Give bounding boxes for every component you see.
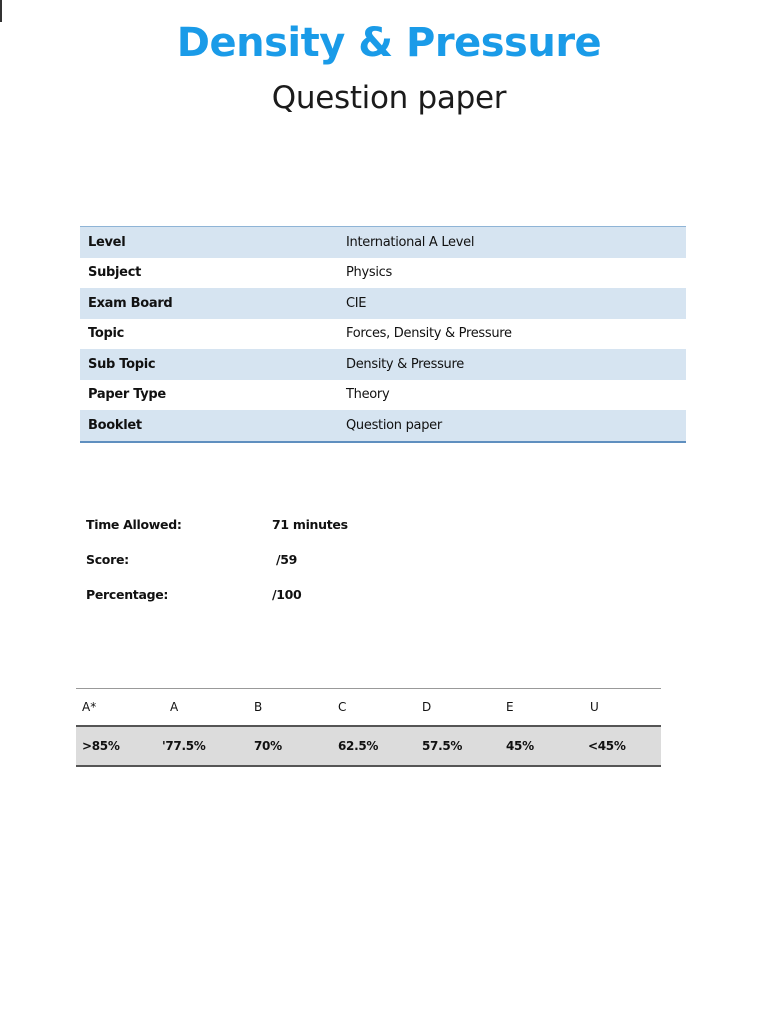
info-label: Exam Board: [88, 295, 173, 311]
percentage-label: Percentage:: [86, 587, 169, 602]
info-row-exam-board: [80, 288, 686, 319]
info-row-booklet: [80, 410, 686, 441]
info-value: International A Level: [346, 234, 475, 250]
page-subtitle: Question paper: [271, 80, 507, 116]
info-value: Question paper: [346, 417, 442, 433]
info-value: CIE: [346, 295, 367, 311]
info-row-subject: [80, 258, 686, 289]
info-row-level: [80, 227, 686, 258]
info-value: Density & Pressure: [346, 356, 464, 372]
score-label: Score:: [86, 552, 129, 567]
info-label: Paper Type: [88, 387, 166, 403]
info-label: Booklet: [88, 417, 142, 433]
time-allowed-label: Time Allowed:: [86, 517, 182, 532]
info-table: [80, 226, 686, 443]
info-label: Sub Topic: [88, 356, 156, 372]
info-row-sub-topic: [80, 349, 686, 380]
grade-values-row: >85% '77.5% 70% 62.5% 57.5% 45% <45%: [76, 727, 661, 765]
percentage-value: /100: [272, 587, 302, 602]
info-label: Subject: [88, 265, 142, 281]
score-value: /59: [276, 552, 298, 567]
info-value: Theory: [346, 387, 390, 403]
info-row-topic: [80, 319, 686, 350]
info-value: Forces, Density & Pressure: [346, 326, 512, 342]
time-allowed-value: 71 minutes: [272, 517, 348, 532]
info-label: Topic: [88, 326, 125, 342]
page-title: Density & Pressure: [176, 20, 602, 66]
info-label: Level: [88, 234, 126, 250]
info-value: Physics: [346, 265, 392, 281]
grade-boundaries-table: [76, 688, 661, 767]
grade-header-row: A* A B C D E U: [76, 689, 661, 727]
scan-edge-mark: [0, 0, 2, 22]
info-row-paper-type: [80, 380, 686, 411]
